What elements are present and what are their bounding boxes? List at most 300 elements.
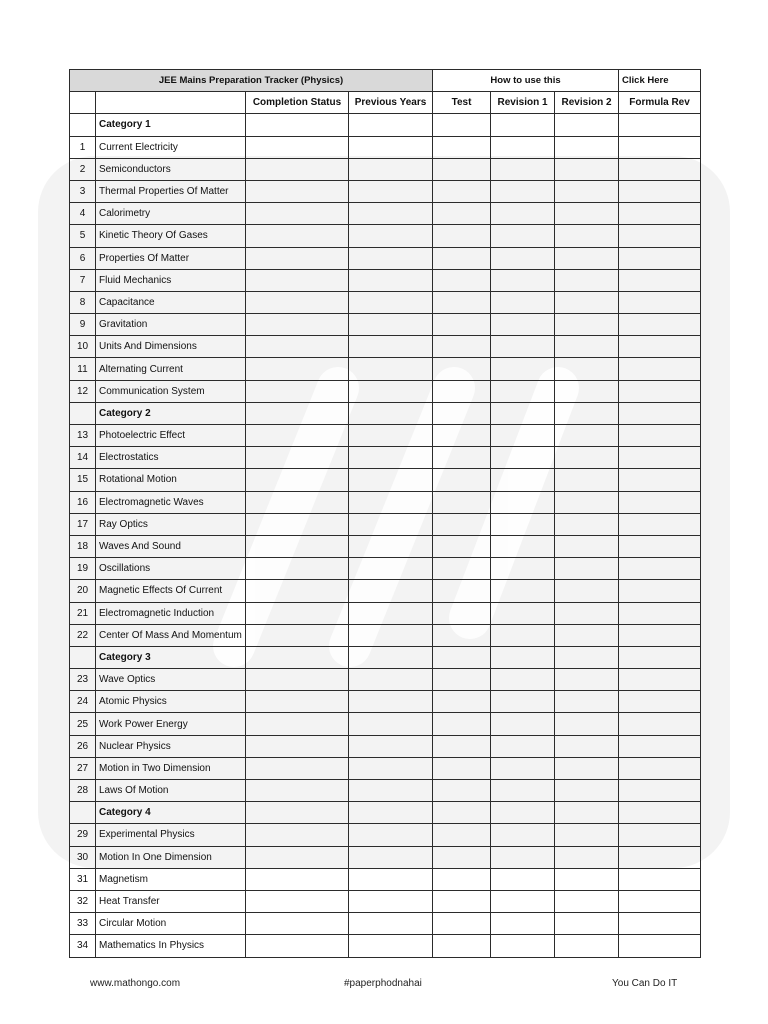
- previous-years-cell[interactable]: [349, 780, 433, 802]
- topic-name: Wave Optics: [96, 669, 246, 691]
- completion-status-cell[interactable]: [246, 158, 349, 180]
- row-number: 26: [70, 735, 96, 757]
- test-cell[interactable]: [433, 136, 491, 158]
- topic-row: [70, 336, 701, 358]
- revision-1-cell[interactable]: [491, 757, 555, 779]
- formula-rev-cell[interactable]: [619, 314, 701, 336]
- formula-rev-cell[interactable]: [619, 269, 701, 291]
- completion-status-cell[interactable]: [246, 291, 349, 313]
- topic-name: Units And Dimensions: [96, 336, 246, 358]
- previous-years-cell[interactable]: [349, 935, 433, 957]
- test-cell[interactable]: [433, 780, 491, 802]
- revision-1-cell[interactable]: [491, 380, 555, 402]
- revision-1-cell[interactable]: [491, 425, 555, 447]
- test-cell[interactable]: [433, 358, 491, 380]
- formula-rev-cell[interactable]: [619, 890, 701, 912]
- test-cell[interactable]: [433, 580, 491, 602]
- category-row: [70, 402, 701, 424]
- row-number: 15: [70, 469, 96, 491]
- revision-2-cell[interactable]: [555, 868, 619, 890]
- revision-2-cell[interactable]: [555, 180, 619, 202]
- revision-1-cell[interactable]: [491, 136, 555, 158]
- header-num-cell: [70, 92, 96, 114]
- footer-hashtag: #paperphodnahai: [344, 978, 422, 989]
- row-number: 29: [70, 824, 96, 846]
- previous-years-cell[interactable]: [349, 225, 433, 247]
- completion-status-cell[interactable]: [246, 136, 349, 158]
- footer-motto: You Can Do IT: [612, 978, 678, 989]
- test-cell[interactable]: [433, 247, 491, 269]
- previous-years-cell[interactable]: [349, 602, 433, 624]
- revision-1-cell[interactable]: [491, 513, 555, 535]
- revision-1-cell[interactable]: [491, 269, 555, 291]
- revision-2-cell[interactable]: [555, 203, 619, 225]
- previous-years-cell[interactable]: [349, 136, 433, 158]
- topic-row: [70, 314, 701, 336]
- topic-name: Atomic Physics: [96, 691, 246, 713]
- formula-rev-cell[interactable]: [619, 602, 701, 624]
- row-number: [70, 114, 96, 136]
- test-cell[interactable]: [433, 336, 491, 358]
- row-number: 17: [70, 513, 96, 535]
- completion-status-cell[interactable]: [246, 669, 349, 691]
- previous-years-cell[interactable]: [349, 380, 433, 402]
- revision-2-cell[interactable]: [555, 602, 619, 624]
- topic-name: Calorimetry: [96, 203, 246, 225]
- row-number: 10: [70, 336, 96, 358]
- formula-rev-cell[interactable]: [619, 158, 701, 180]
- formula-rev-cell[interactable]: [619, 669, 701, 691]
- revision-1-cell[interactable]: [491, 935, 555, 957]
- revision-2-cell[interactable]: [555, 314, 619, 336]
- revision-1-cell[interactable]: [491, 158, 555, 180]
- previous-years-cell: [349, 646, 433, 668]
- row-number: 14: [70, 447, 96, 469]
- previous-years-cell[interactable]: [349, 624, 433, 646]
- topic-row: [70, 713, 701, 735]
- test-cell[interactable]: [433, 602, 491, 624]
- revision-2-cell[interactable]: [555, 491, 619, 513]
- completion-status-cell[interactable]: [246, 336, 349, 358]
- row-number: 4: [70, 203, 96, 225]
- formula-rev-cell[interactable]: [619, 558, 701, 580]
- revision-1-cell[interactable]: [491, 846, 555, 868]
- previous-years-cell[interactable]: [349, 691, 433, 713]
- test-cell[interactable]: [433, 425, 491, 447]
- topic-name: Laws Of Motion: [96, 780, 246, 802]
- row-number: 5: [70, 225, 96, 247]
- row-number: 16: [70, 491, 96, 513]
- test-cell[interactable]: [433, 491, 491, 513]
- revision-1-cell[interactable]: [491, 225, 555, 247]
- test-cell[interactable]: [433, 913, 491, 935]
- formula-rev-cell[interactable]: [619, 425, 701, 447]
- revision-2-cell[interactable]: [555, 558, 619, 580]
- test-cell[interactable]: [433, 203, 491, 225]
- test-cell[interactable]: [433, 624, 491, 646]
- completion-status-cell[interactable]: [246, 225, 349, 247]
- topic-row: [70, 491, 701, 513]
- revision-1-cell[interactable]: [491, 558, 555, 580]
- previous-years-cell[interactable]: [349, 757, 433, 779]
- topic-row: [70, 935, 701, 957]
- title-row: [70, 70, 701, 92]
- test-cell[interactable]: [433, 935, 491, 957]
- revision-2-cell[interactable]: [555, 669, 619, 691]
- topic-name: Circular Motion: [96, 913, 246, 935]
- topic-name: Gravitation: [96, 314, 246, 336]
- completion-status-cell[interactable]: [246, 425, 349, 447]
- test-cell[interactable]: [433, 513, 491, 535]
- revision-2-cell[interactable]: [555, 713, 619, 735]
- revision-2-cell[interactable]: [555, 247, 619, 269]
- revision-1-cell[interactable]: [491, 491, 555, 513]
- revision-2-cell[interactable]: [555, 757, 619, 779]
- previous-years-cell[interactable]: [349, 425, 433, 447]
- formula-rev-cell[interactable]: [619, 447, 701, 469]
- row-number: 20: [70, 580, 96, 602]
- revision-1-cell: [491, 646, 555, 668]
- previous-years-cell[interactable]: [349, 269, 433, 291]
- formula-rev-cell[interactable]: [619, 180, 701, 202]
- revision-2-cell[interactable]: [555, 380, 619, 402]
- formula-rev-cell[interactable]: [619, 757, 701, 779]
- row-number: 12: [70, 380, 96, 402]
- previous-years-cell[interactable]: [349, 580, 433, 602]
- footer-website: www.mathongo.com: [90, 978, 181, 989]
- formula-rev-cell[interactable]: [619, 203, 701, 225]
- previous-years-cell[interactable]: [349, 180, 433, 202]
- row-number: 7: [70, 269, 96, 291]
- topic-row: [70, 180, 701, 202]
- previous-years-cell[interactable]: [349, 247, 433, 269]
- formula-rev-cell[interactable]: [619, 624, 701, 646]
- row-number: 1: [70, 136, 96, 158]
- formula-rev-cell: [619, 646, 701, 668]
- topic-name: Properties Of Matter: [96, 247, 246, 269]
- formula-rev-cell[interactable]: [619, 824, 701, 846]
- formula-rev-cell[interactable]: [619, 713, 701, 735]
- test-cell[interactable]: [433, 824, 491, 846]
- topic-name: Capacitance: [96, 291, 246, 313]
- previous-years-cell[interactable]: [349, 158, 433, 180]
- completion-status-cell[interactable]: [246, 447, 349, 469]
- revision-2-cell[interactable]: [555, 447, 619, 469]
- revision-2-cell: [555, 114, 619, 136]
- formula-rev-cell[interactable]: [619, 136, 701, 158]
- topic-row: [70, 447, 701, 469]
- topic-row: [70, 535, 701, 557]
- revision-2-cell[interactable]: [555, 624, 619, 646]
- topic-row: [70, 868, 701, 890]
- topic-row: [70, 358, 701, 380]
- revision-2-cell[interactable]: [555, 935, 619, 957]
- completion-status-cell[interactable]: [246, 513, 349, 535]
- previous-years-cell[interactable]: [349, 291, 433, 313]
- revision-1-cell[interactable]: [491, 180, 555, 202]
- revision-1-cell[interactable]: [491, 203, 555, 225]
- topic-row: [70, 380, 701, 402]
- completion-status-cell[interactable]: [246, 491, 349, 513]
- revision-2-cell[interactable]: [555, 358, 619, 380]
- formula-rev-cell[interactable]: [619, 380, 701, 402]
- test-cell[interactable]: [433, 469, 491, 491]
- completion-status-cell[interactable]: [246, 757, 349, 779]
- test-cell[interactable]: [433, 291, 491, 313]
- formula-rev-cell: [619, 114, 701, 136]
- topic-row: [70, 425, 701, 447]
- revision-1-cell[interactable]: [491, 691, 555, 713]
- topic-row: [70, 158, 701, 180]
- col-formula-rev: Formula Rev: [619, 92, 701, 114]
- formula-rev-cell[interactable]: [619, 358, 701, 380]
- previous-years-cell[interactable]: [349, 558, 433, 580]
- formula-rev-cell[interactable]: [619, 336, 701, 358]
- topic-name: Waves And Sound: [96, 535, 246, 557]
- formula-rev-cell[interactable]: [619, 735, 701, 757]
- revision-1-cell[interactable]: [491, 624, 555, 646]
- completion-status-cell[interactable]: [246, 935, 349, 957]
- revision-2-cell[interactable]: [555, 513, 619, 535]
- revision-2-cell[interactable]: [555, 913, 619, 935]
- topic-name: Photoelectric Effect: [96, 425, 246, 447]
- topic-name: Magnetic Effects Of Current: [96, 580, 246, 602]
- test-cell[interactable]: [433, 225, 491, 247]
- completion-status-cell[interactable]: [246, 180, 349, 202]
- formula-rev-cell[interactable]: [619, 691, 701, 713]
- row-number: 24: [70, 691, 96, 713]
- test-cell[interactable]: [433, 868, 491, 890]
- completion-status-cell[interactable]: [246, 314, 349, 336]
- test-cell[interactable]: [433, 735, 491, 757]
- revision-2-cell[interactable]: [555, 780, 619, 802]
- test-cell: [433, 802, 491, 824]
- completion-status-cell[interactable]: [246, 469, 349, 491]
- revision-2-cell[interactable]: [555, 158, 619, 180]
- revision-1-cell[interactable]: [491, 469, 555, 491]
- row-number: 25: [70, 713, 96, 735]
- revision-1-cell: [491, 114, 555, 136]
- revision-1-cell[interactable]: [491, 336, 555, 358]
- completion-status-cell[interactable]: [246, 580, 349, 602]
- test-cell[interactable]: [433, 180, 491, 202]
- revision-1-cell[interactable]: [491, 913, 555, 935]
- previous-years-cell[interactable]: [349, 358, 433, 380]
- test-cell[interactable]: [433, 691, 491, 713]
- topic-row: [70, 602, 701, 624]
- revision-2-cell[interactable]: [555, 136, 619, 158]
- topic-row: [70, 203, 701, 225]
- row-number: 28: [70, 780, 96, 802]
- topic-name: Motion in Two Dimension: [96, 757, 246, 779]
- revision-2-cell[interactable]: [555, 691, 619, 713]
- previous-years-cell[interactable]: [349, 890, 433, 912]
- test-cell[interactable]: [433, 846, 491, 868]
- previous-years-cell[interactable]: [349, 868, 433, 890]
- revision-1-cell[interactable]: [491, 780, 555, 802]
- revision-1-cell[interactable]: [491, 735, 555, 757]
- completion-status-cell[interactable]: [246, 868, 349, 890]
- previous-years-cell[interactable]: [349, 513, 433, 535]
- row-number: 8: [70, 291, 96, 313]
- revision-1-cell[interactable]: [491, 447, 555, 469]
- completion-status-cell[interactable]: [246, 358, 349, 380]
- revision-1-cell[interactable]: [491, 580, 555, 602]
- test-cell[interactable]: [433, 447, 491, 469]
- formula-rev-cell[interactable]: [619, 247, 701, 269]
- test-cell[interactable]: [433, 535, 491, 557]
- revision-2-cell[interactable]: [555, 425, 619, 447]
- category-row: [70, 646, 701, 668]
- completion-status-cell[interactable]: [246, 558, 349, 580]
- revision-1-cell[interactable]: [491, 669, 555, 691]
- completion-status-cell[interactable]: [246, 913, 349, 935]
- completion-status-cell[interactable]: [246, 713, 349, 735]
- formula-rev-cell[interactable]: [619, 913, 701, 935]
- completion-status-cell[interactable]: [246, 691, 349, 713]
- row-number: 34: [70, 935, 96, 957]
- test-cell[interactable]: [433, 380, 491, 402]
- revision-2-cell[interactable]: [555, 225, 619, 247]
- completion-status-cell[interactable]: [246, 846, 349, 868]
- topic-row: [70, 580, 701, 602]
- previous-years-cell[interactable]: [349, 846, 433, 868]
- revision-2-cell[interactable]: [555, 535, 619, 557]
- test-cell[interactable]: [433, 669, 491, 691]
- completion-status-cell: [246, 114, 349, 136]
- revision-2-cell[interactable]: [555, 890, 619, 912]
- topic-row: [70, 291, 701, 313]
- topic-row: [70, 824, 701, 846]
- completion-status-cell[interactable]: [246, 269, 349, 291]
- topic-row: [70, 846, 701, 868]
- revision-1-cell[interactable]: [491, 824, 555, 846]
- test-cell[interactable]: [433, 713, 491, 735]
- test-cell[interactable]: [433, 890, 491, 912]
- revision-1-cell: [491, 802, 555, 824]
- revision-2-cell[interactable]: [555, 469, 619, 491]
- revision-1-cell[interactable]: [491, 602, 555, 624]
- previous-years-cell[interactable]: [349, 535, 433, 557]
- previous-years-cell[interactable]: [349, 913, 433, 935]
- topic-row: [70, 757, 701, 779]
- formula-rev-cell[interactable]: [619, 291, 701, 313]
- category-row: [70, 114, 701, 136]
- category-label: Category 1: [96, 114, 246, 136]
- revision-2-cell[interactable]: [555, 580, 619, 602]
- previous-years-cell[interactable]: [349, 447, 433, 469]
- completion-status-cell[interactable]: [246, 380, 349, 402]
- test-cell[interactable]: [433, 269, 491, 291]
- revision-1-cell[interactable]: [491, 291, 555, 313]
- formula-rev-cell[interactable]: [619, 868, 701, 890]
- row-number: 33: [70, 913, 96, 935]
- column-header-row: [70, 92, 701, 114]
- topic-row: [70, 890, 701, 912]
- previous-years-cell[interactable]: [349, 491, 433, 513]
- topic-name: Work Power Energy: [96, 713, 246, 735]
- previous-years-cell[interactable]: [349, 824, 433, 846]
- formula-rev-cell[interactable]: [619, 491, 701, 513]
- previous-years-cell[interactable]: [349, 469, 433, 491]
- revision-1-cell[interactable]: [491, 535, 555, 557]
- revision-1-cell[interactable]: [491, 890, 555, 912]
- formula-rev-cell: [619, 402, 701, 424]
- test-cell[interactable]: [433, 757, 491, 779]
- completion-status-cell[interactable]: [246, 602, 349, 624]
- previous-years-cell[interactable]: [349, 314, 433, 336]
- click-here-link[interactable]: Click Here: [619, 70, 701, 92]
- completion-status-cell[interactable]: [246, 203, 349, 225]
- how-to-use-link[interactable]: How to use this: [433, 70, 619, 92]
- previous-years-cell: [349, 114, 433, 136]
- topic-row: [70, 558, 701, 580]
- test-cell: [433, 114, 491, 136]
- topic-name: Experimental Physics: [96, 824, 246, 846]
- revision-1-cell[interactable]: [491, 247, 555, 269]
- row-number: [70, 646, 96, 668]
- previous-years-cell[interactable]: [349, 336, 433, 358]
- formula-rev-cell[interactable]: [619, 535, 701, 557]
- previous-years-cell[interactable]: [349, 203, 433, 225]
- topic-name: Mathematics In Physics: [96, 935, 246, 957]
- completion-status-cell[interactable]: [246, 824, 349, 846]
- revision-2-cell[interactable]: [555, 269, 619, 291]
- formula-rev-cell[interactable]: [619, 846, 701, 868]
- completion-status-cell[interactable]: [246, 624, 349, 646]
- topic-name: Center Of Mass And Momentum: [96, 624, 246, 646]
- revision-1-cell[interactable]: [491, 358, 555, 380]
- tracker-table: [69, 69, 701, 958]
- formula-rev-cell[interactable]: [619, 780, 701, 802]
- completion-status-cell[interactable]: [246, 735, 349, 757]
- previous-years-cell[interactable]: [349, 713, 433, 735]
- previous-years-cell: [349, 402, 433, 424]
- test-cell[interactable]: [433, 558, 491, 580]
- category-label: Category 4: [96, 802, 246, 824]
- topic-name: Magnetism: [96, 868, 246, 890]
- revision-2-cell: [555, 646, 619, 668]
- formula-rev-cell[interactable]: [619, 469, 701, 491]
- test-cell[interactable]: [433, 314, 491, 336]
- formula-rev-cell[interactable]: [619, 225, 701, 247]
- revision-2-cell[interactable]: [555, 846, 619, 868]
- revision-1-cell[interactable]: [491, 713, 555, 735]
- previous-years-cell[interactable]: [349, 735, 433, 757]
- completion-status-cell[interactable]: [246, 247, 349, 269]
- previous-years-cell[interactable]: [349, 669, 433, 691]
- formula-rev-cell[interactable]: [619, 935, 701, 957]
- revision-1-cell[interactable]: [491, 868, 555, 890]
- topic-row: [70, 691, 701, 713]
- revision-2-cell[interactable]: [555, 824, 619, 846]
- category-row: [70, 802, 701, 824]
- revision-2-cell[interactable]: [555, 336, 619, 358]
- completion-status-cell[interactable]: [246, 890, 349, 912]
- formula-rev-cell[interactable]: [619, 513, 701, 535]
- completion-status-cell[interactable]: [246, 535, 349, 557]
- topic-row: [70, 669, 701, 691]
- topic-name: Rotational Motion: [96, 469, 246, 491]
- revision-2-cell[interactable]: [555, 291, 619, 313]
- row-number: 13: [70, 425, 96, 447]
- test-cell[interactable]: [433, 158, 491, 180]
- revision-2-cell[interactable]: [555, 735, 619, 757]
- formula-rev-cell[interactable]: [619, 580, 701, 602]
- topic-row: [70, 513, 701, 535]
- revision-1-cell[interactable]: [491, 314, 555, 336]
- completion-status-cell[interactable]: [246, 780, 349, 802]
